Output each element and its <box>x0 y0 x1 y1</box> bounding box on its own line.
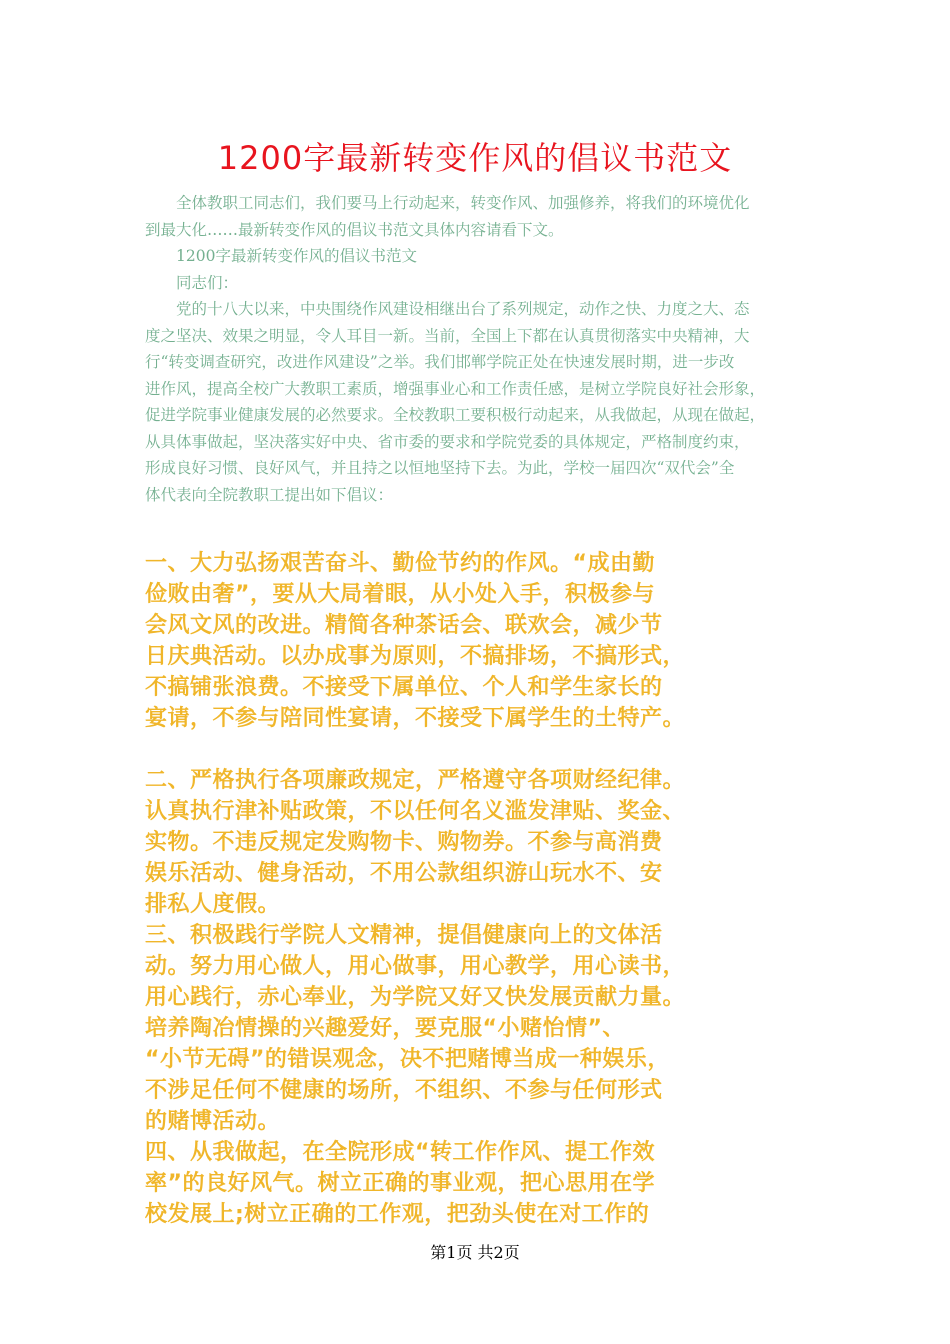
intro-line: 到最大化……最新转变作风的倡议书范文具体内容请看下文。 <box>145 220 564 239</box>
proposal-line: 率”的良好风气。树立正确的事业观，把心思用在学 <box>145 1171 655 1196</box>
proposal-line: 俭败由奢”，要从大局着眼，从小处入手，积极参与 <box>145 582 655 607</box>
proposal-line: 认真执行津补贴政策，不以任何名义滥发津贴、奖金、 <box>145 799 686 824</box>
body-line: 进作风，提高全校广大教职工素质，增强事业心和工作责任感，是树立学院良好社会形象， <box>145 379 766 398</box>
body-line: 行“转变调查研究，改进作风建设”之举。我们邯郸学院正处在快速发展时期，进一步改 <box>145 353 735 371</box>
body-line: 促进学院事业健康发展的必然要求。全校教职工要积极行动起来，从我做起，从现在做起， <box>145 406 766 424</box>
proposal-line: 二、严格执行各项廉政规定，严格遵守各项财经纪律。 <box>145 768 686 793</box>
proposals <box>145 548 835 1230</box>
proposal-line: 宴请，不参与陪同性宴请，不接受下属学生的土特产。 <box>145 706 686 731</box>
proposal-3 <box>145 920 835 1137</box>
intro-paragraph <box>145 190 810 243</box>
proposal-line: 校发展上;树立正确的工作观，把劲头使在对工作的 <box>145 1202 650 1227</box>
body-line: 体代表向全院教职工提出如下倡议： <box>145 485 394 504</box>
body-line: 党的十八大以来，中央围绕作风建设相继出台了系列规定，动作之快、力度之大、态 <box>176 300 750 318</box>
proposal-line: 日庆典活动。以办成事为原则，不搞排场，不搞形式， <box>145 644 686 669</box>
intro-line: 全体教职工同志们，我们要马上行动起来，转变作风、加强修养，将我们的环境优化 <box>176 194 750 212</box>
page-footer: 第1页 共2页 <box>430 1243 520 1262</box>
proposal-line: 排私人度假。 <box>145 892 281 917</box>
body-line: 从具体事做起，坚决落实好中央、省市委的要求和学院党委的具体规定，严格制度约束， <box>145 432 750 451</box>
proposal-line: 娱乐活动、健身活动，不用公款组织游山玩水不、安 <box>145 861 663 886</box>
proposal-1 <box>145 548 835 734</box>
proposal-2 <box>145 765 835 920</box>
proposal-line: 一、大力弘扬艰苦奋斗、勤俭节约的作风。“成由勤 <box>145 551 655 576</box>
proposal-line: 培养陶冶情操的兴趣爱好，要克服“小赌怡情”、 <box>145 1016 625 1041</box>
proposal-line: 不涉足任何不健康的场所，不组织、不参与任何形式 <box>145 1078 663 1103</box>
proposal-line: 的赌博活动。 <box>145 1109 281 1134</box>
proposal-line: 不搞铺张浪费。不接受下属单位、个人和学生家长的 <box>145 675 663 700</box>
salutation: 同志们： <box>176 273 239 292</box>
proposal-line: 实物。不违反规定发购物卡、购物券。不参与高消费 <box>145 830 663 855</box>
subtitle: 1200字最新转变作风的倡议书范文 <box>176 247 417 265</box>
proposal-line: 动。努力用心做人，用心做事，用心教学，用心读书， <box>145 954 686 979</box>
proposal-4 <box>145 1137 835 1230</box>
document-title: 1200字最新转变作风的倡议书范文 <box>217 139 733 177</box>
paragraph-gap <box>145 734 835 765</box>
body-line: 形成良好习惯、良好风气，并且持之以恒地坚持下去。为此，学校一届四次“双代会”全 <box>145 459 735 477</box>
body-paragraph <box>145 296 810 508</box>
body-line: 度之坚决、效果之明显，令人耳目一新。当前，全国上下都在认真贯彻落实中央精神，大 <box>145 326 750 345</box>
proposal-line: 四、从我做起，在全院形成“转工作作风、提工作效 <box>145 1140 655 1165</box>
proposal-line: 会风文风的改进。精简各种茶话会、联欢会，减少节 <box>145 613 663 638</box>
proposal-line: “小节无碍”的错误观念，决不把赌博当成一种娱乐， <box>145 1047 670 1072</box>
proposal-line: 三、积极践行学院人文精神，提倡健康向上的文体活 <box>145 923 663 948</box>
document-body <box>145 190 810 508</box>
proposal-line: 用心践行，赤心奉业，为学院又好又快发展贡献力量。 <box>145 985 686 1010</box>
